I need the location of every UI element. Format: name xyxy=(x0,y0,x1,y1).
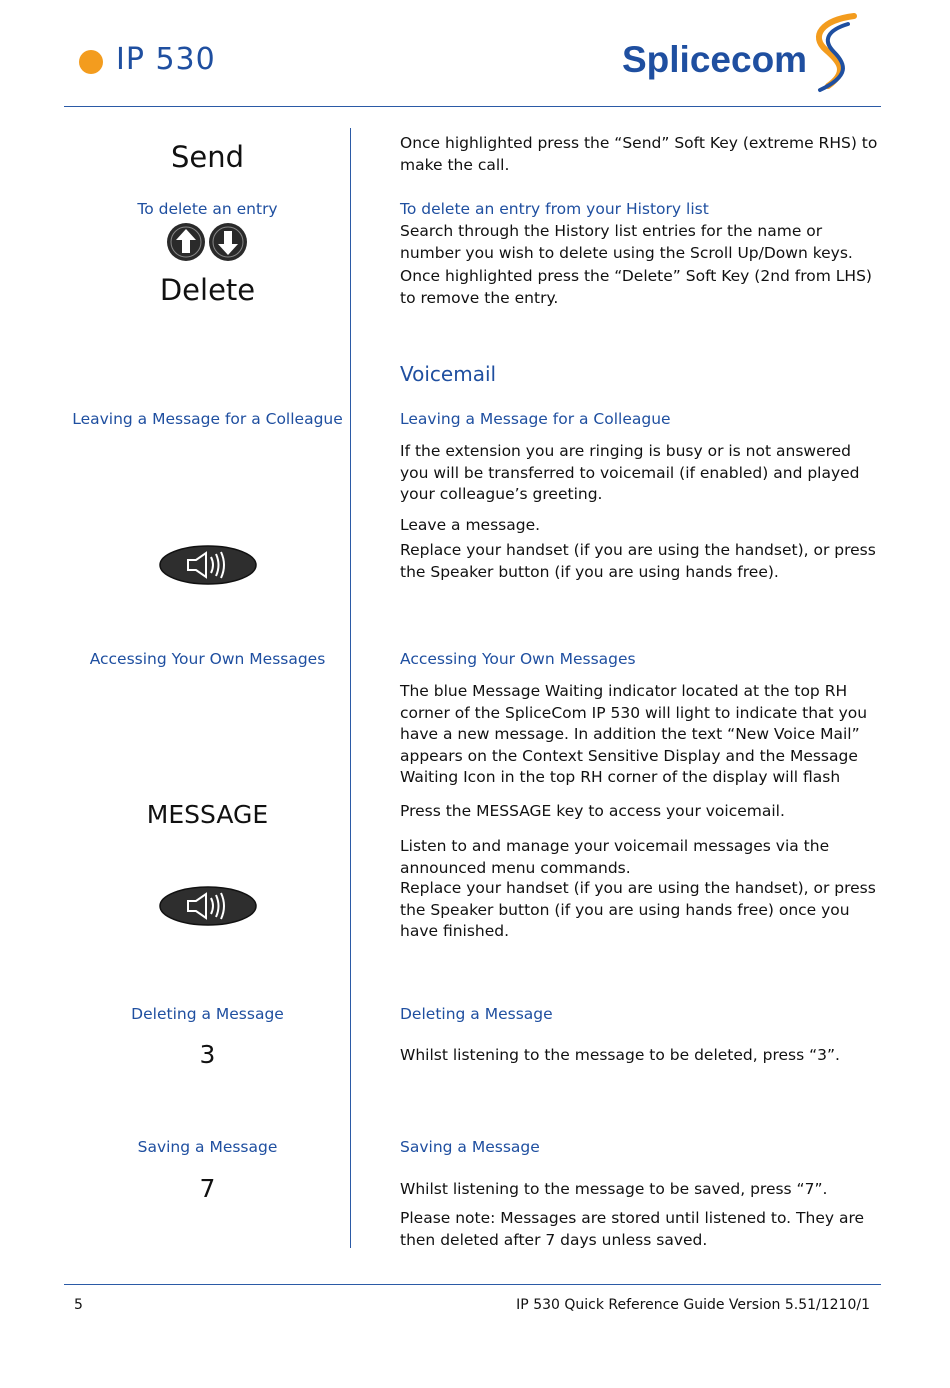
accessing-text-1: The blue Message Waiting indicator located at the top RH corner of the SpliceCom IP 530 will light to indicate that you have a new message. In addition the text “New Voice Mail” appears on the Context Sensitive Display and the Message Waiting Icon in the top RH corner of the display will flash xyxy=(400,682,868,786)
send-instructions: Once highlighted press the “Send” Soft Key (extreme RHS) to make the call. xyxy=(400,134,878,174)
bullet-dot-icon xyxy=(79,50,103,74)
accessing-messages-heading: Accessing Your Own Messages xyxy=(400,650,636,668)
speaker-button-icon xyxy=(158,544,258,586)
saving-message-heading: Saving a Message xyxy=(400,1138,540,1156)
send-softkey-label: Send xyxy=(170,140,245,174)
accessing-text-3: Listen to and manage your voicemail messages via the announced menu commands. xyxy=(400,837,830,877)
save-key-number: 7 xyxy=(199,1174,216,1203)
delete-entry-heading: To delete an entry from your History list xyxy=(400,200,709,218)
delete-key-number: 3 xyxy=(199,1040,216,1069)
accessing-text-2: Press the MESSAGE key to access your voicemail. xyxy=(400,802,785,820)
delete-entry-caption: To delete an entry xyxy=(137,200,278,218)
delete-instructions-1: Search through the History list entries for the name or number you wish to delete using the Scroll Up/Down keys. xyxy=(400,222,853,262)
leaving-message-heading: Leaving a Message for a Colleague xyxy=(400,410,671,428)
saving-message-caption: Saving a Message xyxy=(137,1138,278,1156)
deleting-text: Whilst listening to the message to be deleted, press “3”. xyxy=(400,1046,840,1064)
leaving-message-caption: Leaving a Message for a Colleague xyxy=(72,410,343,428)
page-number: 5 xyxy=(74,1297,83,1313)
footer-doc-title: IP 530 Quick Reference Guide Version 5.51/1210/1 xyxy=(516,1297,870,1313)
saving-text-1: Whilst listening to the message to be saved, press “7”. xyxy=(400,1180,828,1198)
saving-text-2: Please note: Messages are stored until listened to. They are then deleted after 7 days unless saved. xyxy=(400,1209,865,1249)
deleting-message-caption: Deleting a Message xyxy=(131,1005,284,1023)
voicemail-heading: Voicemail xyxy=(400,362,497,386)
logo-text: Splicecom xyxy=(622,39,808,80)
leaving-text-3: Replace your handset (if you are using the handset), or press the Speaker button (if you are using hands free). xyxy=(400,541,876,581)
leaving-text-1: If the extension you are ringing is busy or is not answered you will be transferred to voicemail (if enabled) and played your colleague’s greeting. xyxy=(400,442,860,503)
speaker-button-icon xyxy=(158,885,258,927)
header-rule xyxy=(64,106,881,107)
deleting-message-heading: Deleting a Message xyxy=(400,1005,553,1023)
scroll-up-icon xyxy=(167,223,205,261)
scroll-down-icon xyxy=(209,223,247,261)
accessing-text-4: Replace your handset (if you are using the handset), or press the Speaker button (if you are using hands free) once you have finished. xyxy=(400,879,876,940)
page-title: IP 530 xyxy=(116,42,216,77)
leaving-text-2: Leave a message. xyxy=(400,516,541,534)
accessing-messages-caption: Accessing Your Own Messages xyxy=(89,650,326,668)
footer-rule xyxy=(64,1284,881,1285)
message-key-label: MESSAGE xyxy=(146,800,269,829)
scroll-keys xyxy=(166,222,250,262)
splicecom-logo xyxy=(622,10,862,96)
delete-instructions-2: Once highlighted press the “Delete” Soft Key (2nd from LHS) to remove the entry. xyxy=(400,267,872,307)
delete-softkey-label: Delete xyxy=(159,273,256,307)
